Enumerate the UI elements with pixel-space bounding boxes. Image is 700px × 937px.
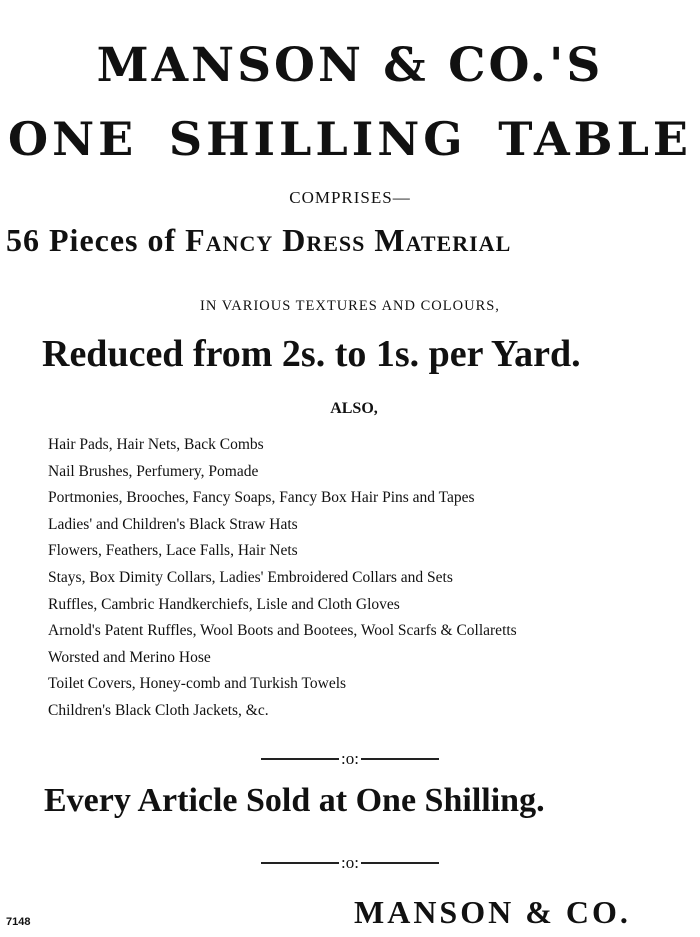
divider-rule-right xyxy=(361,862,439,864)
reduced-price-headline: Reduced from 2s. to 1s. per Yard. xyxy=(42,333,581,375)
list-item: Hair Pads, Hair Nets, Back Combs xyxy=(48,436,264,453)
divider-top xyxy=(0,748,700,769)
subtitle-word-table: TABLE xyxy=(498,112,692,166)
pieces-number: 56 xyxy=(6,222,40,258)
list-item: Portmonies, Brooches, Fancy Soaps, Fancy Box Hair Pins and Tapes xyxy=(48,489,475,507)
advert-title: MANSON & CO.'S xyxy=(96,38,604,93)
list-item: Arnold's Patent Ruffles, Wool Boots and Bootees, Wool Scarfs & Collaretts xyxy=(48,622,517,640)
also-label: ALSO, xyxy=(330,400,378,417)
textures-line: IN VARIOUS TEXTURES AND COLOURS, xyxy=(200,298,500,314)
divider-bottom xyxy=(0,852,700,873)
pieces-word-material: Material xyxy=(374,222,512,258)
divider-rule-left xyxy=(261,862,339,864)
divider-mark: :o: xyxy=(341,853,359,873)
list-item: Toilet Covers, Honey-comb and Turkish Towels xyxy=(48,675,347,693)
every-article-headline: Every Article Sold at One Shilling. xyxy=(44,782,545,819)
signature: MANSON & CO. xyxy=(354,894,631,930)
divider-rule-right xyxy=(361,758,439,760)
list-item: Nail Brushes, Perfumery, Pomade xyxy=(48,462,259,480)
divider-mark: :o: xyxy=(341,749,359,769)
list-item: Stays, Box Dimity Collars, Ladies' Embroidered Collars and Sets xyxy=(48,568,453,586)
list-item: Ladies' and Children's Black Straw Hats xyxy=(48,515,298,533)
pieces-word-fancy: Fancy xyxy=(185,222,274,258)
list-item: Flowers, Feathers, Lace Falls, Hair Nets xyxy=(48,542,298,560)
pieces-heading xyxy=(6,222,696,259)
list-item: Children's Black Cloth Jackets, &c. xyxy=(48,701,269,719)
pieces-lead: Pieces of xyxy=(49,222,177,258)
subtitle-word-shilling: SHILLING xyxy=(168,112,467,166)
divider-rule-left xyxy=(261,758,339,760)
list-item: Ruffles, Cambric Handkerchiefs, Lisle and Cloth Gloves xyxy=(48,595,400,613)
advert-subtitle xyxy=(8,112,692,166)
subtitle-word-one: ONE xyxy=(8,112,138,166)
item-list xyxy=(48,432,517,725)
print-code: 7148 xyxy=(6,916,31,928)
comprises-label: COMPRISES— xyxy=(289,188,411,207)
pieces-word-dress: Dress xyxy=(282,222,366,258)
list-item: Worsted and Merino Hose xyxy=(48,648,211,666)
